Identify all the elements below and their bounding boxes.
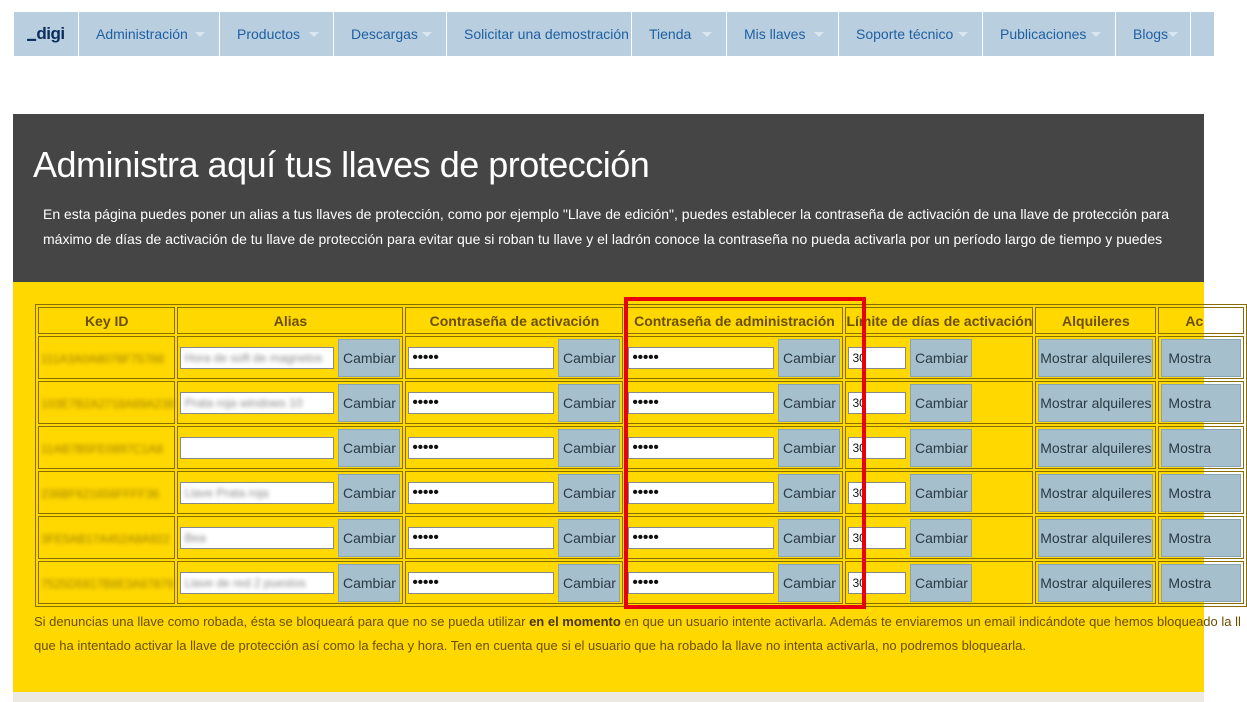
chevron-down-icon [195,32,205,37]
change-alias-button[interactable]: Cambiar [338,519,400,557]
footer-strip [13,692,1204,702]
page-description [43,202,1243,252]
header-days-limit: Límite de días de activación [845,307,1033,334]
activation-password-input[interactable]: ••••• [408,437,554,459]
change-days-limit-button[interactable]: Cambiar [910,519,972,557]
change-alias-button[interactable]: Cambiar [338,384,400,422]
rentals-cell [1035,381,1156,424]
actions-button[interactable]: Mostra [1161,429,1241,467]
chevron-down-icon [958,32,968,37]
rentals-cell [1035,426,1156,469]
page-header [13,114,1204,282]
admin-password-input[interactable]: ••••• [628,482,774,504]
key-id: 7525D5917B8E3A67879 [41,576,174,591]
nav-item-descargas[interactable]: Descargas [334,12,447,56]
activation-password-input[interactable]: ••••• [408,392,554,414]
change-days-limit-button[interactable]: Cambiar [910,429,972,467]
key-id-cell [38,516,175,559]
admin-password-cell [625,561,843,604]
show-rentals-button[interactable]: Mostrar alquileres [1038,339,1153,377]
alias-input[interactable]: Llave Prata roja [180,482,334,504]
actions-button[interactable]: Mostra [1161,339,1241,377]
chevron-down-icon [309,32,319,37]
change-admin-password-button[interactable]: Cambiar [778,519,840,557]
top-navigation [14,12,1214,56]
activation-password-cell [405,516,623,559]
header-activation-password: Contraseña de activación [405,307,623,334]
header-admin-password: Contraseña de administración [625,307,843,334]
admin-password-cell [625,336,843,379]
keys-table [35,304,1247,607]
header-alias: Alias [177,307,403,334]
alias-input[interactable] [180,437,334,459]
activation-password-input[interactable]: ••••• [408,347,554,369]
nav-item-productos[interactable]: Productos [220,12,334,56]
admin-password-input[interactable]: ••••• [628,392,774,414]
days-limit-input[interactable]: 30 [848,347,906,369]
show-rentals-button[interactable]: Mostrar alquileres [1038,384,1153,422]
logo-mark-icon: ▁ [27,28,36,41]
days-limit-cell [845,426,1033,469]
stolen-key-note [34,610,1241,658]
note-line-2: que ha intentado activar la llave de protección así como la fecha y hora. Ten en cuenta que si el usuario que ha robado la llave no intenta activarla, no podremos bloquearla. [34,638,1027,653]
header-key-id: Key ID [38,307,175,334]
change-alias-button[interactable]: Cambiar [338,339,400,377]
actions-button[interactable]: Mostra [1161,564,1241,602]
change-days-limit-button[interactable]: Cambiar [910,384,972,422]
change-admin-password-button[interactable]: Cambiar [778,474,840,512]
key-id: 3FE5AB17A452A8A922 [41,531,170,546]
days-limit-input[interactable]: 30 [848,527,906,549]
key-id: 236BF621656FFFF36 [41,486,160,501]
nav-item-blogs[interactable]: Blogs [1116,12,1191,56]
change-activation-password-button[interactable]: Cambiar [558,339,620,377]
activation-password-cell [405,561,623,604]
header-rentals: Alquileres [1035,307,1156,334]
days-limit-input[interactable]: 30 [848,437,906,459]
change-activation-password-button[interactable]: Cambiar [558,519,620,557]
table-row [38,381,1244,424]
show-rentals-button[interactable]: Mostrar alquileres [1038,519,1153,557]
activation-password-cell [405,336,623,379]
actions-button[interactable]: Mostra [1161,474,1241,512]
chevron-down-icon [1168,32,1178,37]
key-id-cell [38,426,175,469]
change-activation-password-button[interactable]: Cambiar [558,474,620,512]
change-days-limit-button[interactable]: Cambiar [910,474,972,512]
table-row [38,471,1244,514]
rentals-cell [1035,561,1156,604]
actions-button[interactable]: Mostra [1161,384,1241,422]
change-activation-password-button[interactable]: Cambiar [558,384,620,422]
table-header-row [38,307,1244,334]
logo[interactable] [14,12,79,56]
rentals-cell [1035,516,1156,559]
alias-input[interactable]: Hora de soft de magnetos [180,347,334,369]
alias-cell [177,516,403,559]
days-limit-input[interactable]: 30 [848,572,906,594]
table-row [38,561,1244,604]
days-limit-cell [845,381,1033,424]
change-admin-password-button[interactable]: Cambiar [778,564,840,602]
nav-item-soporte[interactable]: Soporte técnico [839,12,983,56]
change-activation-password-button[interactable]: Cambiar [558,564,620,602]
change-activation-password-button[interactable]: Cambiar [558,429,620,467]
key-id-cell [38,381,175,424]
keys-panel [13,282,1241,692]
activation-password-cell [405,381,623,424]
actions-button[interactable]: Mostra [1161,519,1241,557]
note-line-1: Si denuncias una llave como robada, ésta se bloqueará para que no se pueda utilizar en el momento en que un usuario intente activarla. Además te enviaremos un email indicándote que hemos bloqueado la ll [34,614,1241,629]
admin-password-cell [625,381,843,424]
days-limit-cell [845,336,1033,379]
alias-input[interactable]: Prata roja windows 10 [180,392,334,414]
change-alias-button[interactable]: Cambiar [338,474,400,512]
change-admin-password-button[interactable]: Cambiar [778,429,840,467]
days-limit-input[interactable]: 30 [848,392,906,414]
chevron-down-icon [422,32,432,37]
description-line-1: En esta página puedes poner un alias a tus llaves de protección, como por ejemplo "Llave de edición", puedes establecer la contraseña de activación de una llave de protección para [43,206,1169,222]
nav-item-tienda[interactable]: Tienda [632,12,727,56]
key-id-cell [38,561,175,604]
key-id: 103E7B2A2718A89A238 [41,396,175,411]
change-days-limit-button[interactable]: Cambiar [910,339,972,377]
admin-password-input[interactable]: ••••• [628,437,774,459]
activation-password-input[interactable]: ••••• [408,482,554,504]
admin-password-cell [625,516,843,559]
header-actions: Ac [1158,307,1244,334]
days-limit-cell [845,516,1033,559]
activation-password-input[interactable]: ••••• [408,527,554,549]
nav-item-mis-llaves[interactable]: Mis llaves [727,12,839,56]
key-id-cell [38,336,175,379]
show-rentals-button[interactable]: Mostrar alquileres [1038,564,1153,602]
chevron-down-icon [814,32,824,37]
change-admin-password-button[interactable]: Cambiar [778,339,840,377]
key-id: 111A3A0A8078F75788 [41,351,164,366]
description-line-2: máximo de días de activación de tu llave de protección para evitar que si roban tu llave y el ladrón conoce la contraseña no pueda activarla por un período largo de tiempo y puedes [43,231,1163,247]
key-id-cell [38,471,175,514]
alias-input[interactable]: Llave de red 2 puestos [180,572,334,594]
change-admin-password-button[interactable]: Cambiar [778,384,840,422]
nav-item-publicaciones[interactable]: Publicaciones [983,12,1116,56]
admin-password-input[interactable]: ••••• [628,347,774,369]
table-row [38,336,1244,379]
days-limit-cell [845,561,1033,604]
alias-cell [177,561,403,604]
actions-cell [1158,471,1244,514]
activation-password-cell [405,471,623,514]
admin-password-input[interactable]: ••••• [628,527,774,549]
actions-cell [1158,426,1244,469]
days-limit-cell [845,471,1033,514]
rentals-cell [1035,336,1156,379]
chevron-down-icon [1091,32,1101,37]
alias-cell [177,426,403,469]
page-title: Administra aquí tus llaves de protección [33,144,650,185]
days-limit-input[interactable]: 30 [848,482,906,504]
rentals-cell [1035,471,1156,514]
key-id: 11AB7B5FE0897C1A8 [41,441,163,456]
table-row [38,516,1244,559]
logo-text: digi [36,24,65,43]
change-alias-button[interactable]: Cambiar [338,564,400,602]
actions-cell [1158,381,1244,424]
change-alias-button[interactable]: Cambiar [338,429,400,467]
change-days-limit-button[interactable]: Cambiar [910,564,972,602]
admin-password-cell [625,471,843,514]
alias-cell [177,471,403,514]
admin-password-cell [625,426,843,469]
alias-cell [177,381,403,424]
activation-password-input[interactable]: ••••• [408,572,554,594]
admin-password-input[interactable]: ••••• [628,572,774,594]
alias-input[interactable]: Bea [180,527,334,549]
alias-cell [177,336,403,379]
activation-password-cell [405,426,623,469]
actions-cell [1158,516,1244,559]
nav-item-solicitar-demo[interactable]: Solicitar una demostración [447,12,632,56]
show-rentals-button[interactable]: Mostrar alquileres [1038,474,1153,512]
actions-cell [1158,336,1244,379]
table-row [38,426,1244,469]
show-rentals-button[interactable]: Mostrar alquileres [1038,429,1153,467]
chevron-down-icon [702,32,712,37]
nav-item-administracion[interactable]: Administración [79,12,220,56]
actions-cell [1158,561,1244,604]
